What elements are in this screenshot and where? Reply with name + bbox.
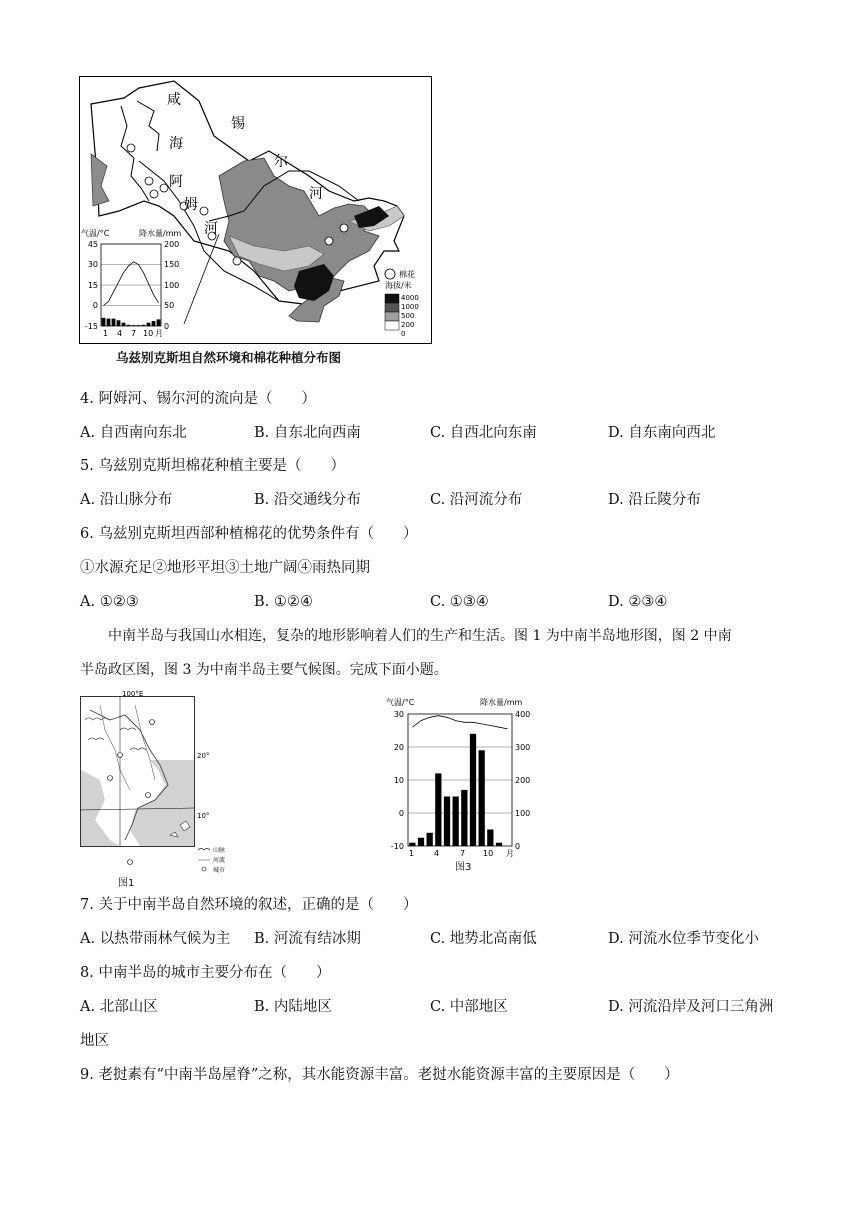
inset-precip-bar — [147, 323, 151, 326]
inset-t-tick-3: 0 — [92, 301, 98, 310]
fig3-precip-bar — [409, 843, 415, 846]
fig3-x-tick-4: 月 — [506, 849, 514, 858]
inset-precip-bar — [117, 320, 121, 326]
legend-swatch-1000 — [385, 303, 399, 312]
inset-m-tick-3: 10 — [143, 329, 154, 338]
fig3-precip-bar — [453, 797, 459, 847]
fig1-lat20: 20° — [197, 752, 210, 760]
fig3-p-tick-2: 200 — [515, 776, 531, 785]
inset-t-tick-1: 30 — [87, 260, 98, 269]
q4-option-c[interactable]: C. 自西北向东南 — [430, 425, 537, 441]
indochina-terrain-map — [80, 690, 280, 890]
fig3-x-tick-2: 7 — [460, 849, 466, 858]
fig3-caption: 图3 — [455, 862, 472, 873]
inset-m-tick-2: 7 — [131, 329, 137, 338]
inset-precip-bar — [107, 319, 111, 326]
inset-precip-bar — [132, 325, 136, 326]
fig3-x-tick-3: 10 — [483, 849, 494, 858]
uzbekistan-map-svg — [79, 76, 432, 344]
legend-level-3: 200 — [401, 321, 415, 329]
fig3-precip-bar — [487, 830, 493, 847]
fig3-t-tick-3: 0 — [398, 809, 404, 818]
legend-elevation: 海拔/米 — [385, 281, 412, 290]
inset-t-tick-4: -15 — [84, 322, 98, 331]
fig3-svg — [384, 696, 534, 878]
fig3-p-tick-1: 300 — [515, 743, 531, 752]
fig3-t-tick-1: 20 — [393, 743, 404, 752]
inset-precip-bar — [112, 319, 116, 326]
q8-option-d[interactable]: D. 河流沿岸及河口三角洲 — [608, 999, 774, 1015]
inset-precip-bar — [137, 325, 141, 326]
fig3-p-tick-0: 400 — [515, 710, 531, 719]
label-xi: 锡 — [231, 116, 245, 132]
inset-precip-bar — [102, 318, 106, 326]
q4-stem: 4. 阿姆河、锡尔河的流向是（ ） — [80, 391, 316, 407]
q7-option-a[interactable]: A. 以热带雨林气候为主 — [80, 931, 231, 947]
uzbekistan-map — [79, 76, 432, 344]
inset-m-tick-1: 4 — [117, 329, 123, 338]
label-mu: 姆 — [184, 197, 198, 213]
legend-mountain-symbol — [198, 849, 210, 851]
legend-cotton: 棉花 — [399, 270, 415, 279]
inset-precip-bar — [152, 321, 156, 326]
fig3-precip-bar — [479, 750, 485, 846]
fig3-precip-bar — [496, 843, 502, 846]
q6-stem: 6. 乌兹别克斯坦西部种植棉花的优势条件有（ ） — [80, 526, 418, 542]
q5-stem: 5. 乌兹别克斯坦棉花种植主要是（ ） — [80, 458, 345, 474]
inset-precip-bar — [122, 323, 126, 326]
inset-p-tick-2: 100 — [164, 281, 180, 290]
fig3-grid — [408, 747, 512, 813]
fig3-precip-bar — [461, 790, 467, 846]
q5-option-a[interactable]: A. 沿山脉分布 — [80, 492, 173, 508]
inset-precip-bar — [157, 319, 161, 326]
inset-t-tick-2: 15 — [87, 281, 98, 290]
fig1-lon: 100°E — [122, 690, 144, 698]
inset-precip-bar — [127, 325, 131, 326]
fig3-precip-bar — [470, 734, 476, 846]
fig3-temp-line — [412, 716, 507, 729]
label-hai: 海 — [169, 136, 183, 152]
q5-option-c[interactable]: C. 沿河流分布 — [430, 492, 523, 508]
fig3-precip-label: 降水量/mm — [480, 698, 523, 707]
fig3-precip-bar — [444, 797, 450, 847]
q6-option-a[interactable]: A. ①②③ — [80, 594, 139, 610]
fig3-x-tick-0: 1 — [409, 849, 415, 858]
fig3-precip-bar — [427, 833, 433, 846]
fig3-precip-bar — [435, 773, 441, 846]
legend-level-1: 1000 — [401, 303, 419, 311]
legend-level-0: 4000 — [401, 294, 419, 302]
label-he: 河 — [204, 221, 218, 237]
cotton-icon — [385, 269, 395, 279]
intro-line-2: 半岛政区图，图 3 为中南半岛主要气候图。完成下面小题。 — [80, 662, 448, 678]
inset-p-tick-0: 200 — [164, 240, 180, 249]
fig1-legend-river: 河流 — [213, 857, 226, 864]
inset-p-tick-4: 0 — [164, 322, 170, 331]
label-he2: 河 — [309, 186, 323, 202]
q6-option-c[interactable]: C. ①③④ — [430, 594, 489, 610]
fig3-p-tick-4: 0 — [515, 842, 521, 851]
q8-option-b[interactable]: B. 内陆地区 — [254, 999, 332, 1015]
inset-m-tick-4: 月 — [155, 329, 163, 338]
q8-option-a[interactable]: A. 北部山区 — [80, 999, 158, 1015]
inset-m-tick-0: 1 — [103, 329, 109, 338]
fig3-t-tick-2: 10 — [393, 776, 404, 785]
q9-stem: 9. 老挝素有“中南半岛屋脊”之称，其水能资源丰富。老挝水能资源丰富的主要原因是（ ） — [80, 1067, 679, 1083]
q6-conditions: ①水源充足②地形平坦③土地广阔④雨热同期 — [80, 560, 370, 576]
q5-option-d[interactable]: D. 沿丘陵分布 — [608, 492, 701, 508]
legend-swatch-500 — [385, 312, 399, 321]
q8-option-c[interactable]: C. 中部地区 — [430, 999, 508, 1015]
inset-p-tick-1: 150 — [164, 260, 180, 269]
legend-swatch-200 — [385, 321, 399, 330]
fig3-p-tick-3: 100 — [515, 809, 531, 818]
fig3-temp-label: 气温/°C — [386, 698, 415, 707]
legend-level-2: 500 — [401, 312, 415, 320]
inset-precip-bar — [142, 325, 146, 326]
fig1-svg — [80, 690, 280, 890]
label-xian: 咸 — [167, 92, 181, 108]
fig3-bars — [409, 734, 502, 846]
q7-stem: 7. 关于中南半岛自然环境的叙述，正确的是（ ） — [80, 897, 418, 913]
inset-p-tick-3: 50 — [164, 301, 175, 310]
fig3-t-tick-4: -10 — [390, 842, 404, 851]
q6-option-b[interactable]: B. ①②④ — [254, 594, 313, 610]
intro-line-1: 中南半岛与我国山水相连，复杂的地形影响着人们的生产和生活。图 1 为中南半岛地形图，图 2 中南 — [108, 628, 732, 644]
legend-swatch-4000 — [385, 294, 399, 303]
q4-option-a[interactable]: A. 自西南向东北 — [80, 425, 187, 441]
fig3-x-tick-1: 4 — [434, 849, 440, 858]
fig1-caption: 图1 — [118, 878, 135, 889]
inset-temp-label: 气温/°C — [81, 229, 110, 238]
label-er: 尔 — [274, 154, 288, 170]
q8-stem: 8. 中南半岛的城市主要分布在（ ） — [80, 965, 331, 981]
inset-t-tick-0: 45 — [87, 240, 98, 249]
q6-option-d[interactable]: D. ②③④ — [608, 594, 668, 610]
q8-option-d-wrap: 地区 — [80, 1033, 109, 1049]
fig1-legend-city: 城市 — [213, 867, 226, 874]
legend-level-4: 0 — [401, 330, 406, 338]
fig1-legend-mountain: 山脉 — [213, 847, 226, 854]
map1-caption: 乌兹别克斯坦自然环境和棉花种植分布图 — [116, 350, 342, 365]
q4-option-b[interactable]: B. 自东北向西南 — [254, 425, 361, 441]
q7-option-d[interactable]: D. 河流水位季节变化小 — [608, 931, 759, 947]
fig3-precip-bar — [418, 838, 424, 846]
fig3-t-tick-0: 30 — [393, 710, 404, 719]
climate-chart-fig3 — [384, 696, 534, 878]
fig1-lat10: 10° — [197, 812, 210, 820]
q5-option-b[interactable]: B. 沿交通线分布 — [254, 492, 361, 508]
inset-precip-label: 降水量/mm — [139, 229, 182, 238]
q7-option-b[interactable]: B. 河流有结冰期 — [254, 931, 361, 947]
label-a: 阿 — [169, 174, 183, 190]
legend-city-symbol — [202, 867, 206, 871]
q4-option-d[interactable]: D. 自东南向西北 — [608, 425, 716, 441]
q7-option-c[interactable]: C. 地势北高南低 — [430, 931, 537, 947]
